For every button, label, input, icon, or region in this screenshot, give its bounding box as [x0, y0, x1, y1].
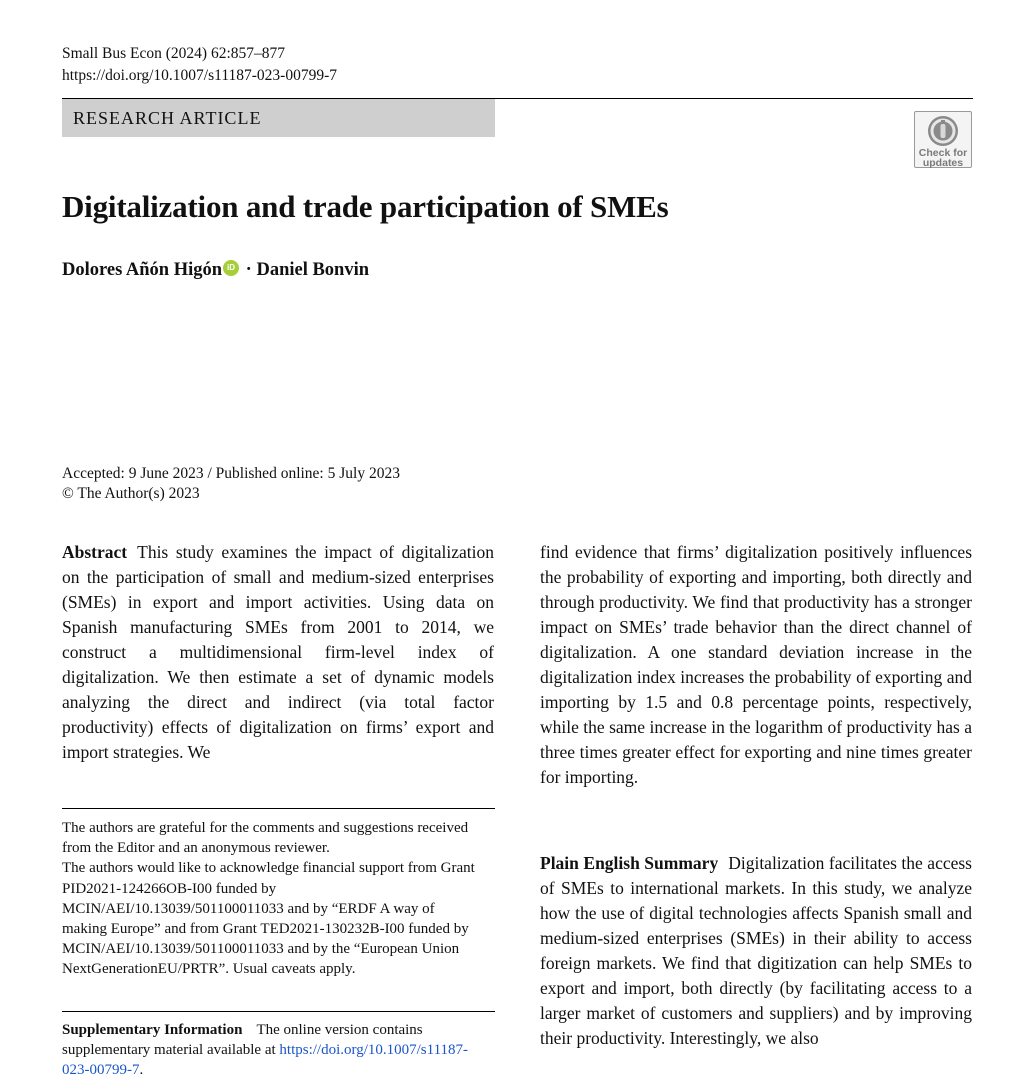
check-for-updates-button[interactable] — [914, 111, 972, 168]
abstract-left-column — [62, 540, 494, 765]
publication-dates — [62, 464, 400, 504]
journal-citation: Small Bus Econ (2024) 62:857–877 — [62, 45, 286, 62]
acknowledgement-1: The authors are grateful for the comments and suggestions received from the Editor and an anonymous reviewer. — [62, 820, 469, 857]
check-updates-icon — [926, 114, 960, 148]
check-updates-label-2: updates — [922, 157, 964, 169]
supplementary-end: . — [139, 1062, 144, 1079]
accepted-published-dates: Accepted: 9 June 2023 / Published online: 5 July 2023 — [62, 465, 400, 482]
plain-english-summary — [540, 851, 972, 1051]
orcid-icon[interactable]: iD — [223, 260, 239, 276]
supplementary-rule — [62, 1011, 495, 1012]
section-banner: RESEARCH ARTICLE — [62, 99, 495, 137]
abstract-text-right: find evidence that firms’ digitalization positively influences the probability of exporting and importing, both directly and through productivity. We find that productivity has a stronger impact on SMEs’ trade behavior than the direct channel of digitalization. A one standard deviation increase in the digitalization index increases the probability of exporting and importing by 1.5 and 0.8 percentage points, respectively, while the same increase in the logarithm of productivity has a three times greater effect for exporting and nine times greater for importing. — [540, 542, 972, 787]
author-2[interactable]: Daniel Bonvin — [256, 260, 370, 280]
supplementary-information — [62, 1020, 482, 1081]
author-1[interactable]: Dolores Añón Higón — [62, 260, 223, 280]
copyright-notice: © The Author(s) 2023 — [62, 485, 200, 502]
acknowledgement-2: The authors would like to acknowledge financial support from Grant PID2021-124266OB-I00 funded by MCIN/AEI/10.13039/501100011033 and by “ERDF A way of making Europe” and from Grant TED2021-130232B-I00 funded by MCIN/AEI/10.13039/501100011033 and by the “European Union NextGenerationEU/PRTR”. Usual caveats apply. — [62, 860, 475, 978]
footnote-rule — [62, 808, 495, 809]
abstract-right-column — [540, 540, 972, 790]
plain-summary-text: Digitalization facilitates the access of SMEs to international markets. In this study, we analyze how the use of digital technologies affects Spanish small and medium-sized enterprises (SMEs) in their ability to access foreign markets. We find that digitization can help SMEs to export and import, both directly (by facilitating access to a larger market of customers and suppliers) and by improving their productivity. Interestingly, we also — [540, 853, 972, 1048]
article-title: Digitalization and trade participation of SMEs — [62, 189, 669, 224]
check-updates-label-1: Check for — [918, 147, 968, 159]
supplementary-link[interactable]: https://doi.org/10.1007/s11187-023-00799-7 — [62, 1042, 469, 1079]
supplementary-heading: Supplementary Information — [62, 1022, 243, 1038]
abstract-heading: Abstract — [62, 542, 128, 562]
acknowledgements — [62, 818, 482, 980]
author-list — [62, 257, 369, 283]
supplementary-text: The online version contains supplementary material available at — [62, 1022, 423, 1059]
doi-link[interactable]: https://doi.org/10.1007/s11187-023-00799-7 — [62, 67, 337, 84]
plain-summary-heading: Plain English Summary — [540, 853, 719, 873]
journal-info — [62, 43, 337, 87]
author-separator: · — [241, 260, 257, 280]
abstract-text-left: This study examines the impact of digitalization on the participation of small and medium-sized enterprises (SMEs) in export and import activities. Using data on Spanish manufacturing SMEs from 2001 to 2014, we construct a multidimensional firm-level index of digitalization. We then estimate a set of dynamic models analyzing the direct and indirect (via total factor productivity) effects of digitalization on firms’ export and import strategies. We — [62, 542, 494, 762]
